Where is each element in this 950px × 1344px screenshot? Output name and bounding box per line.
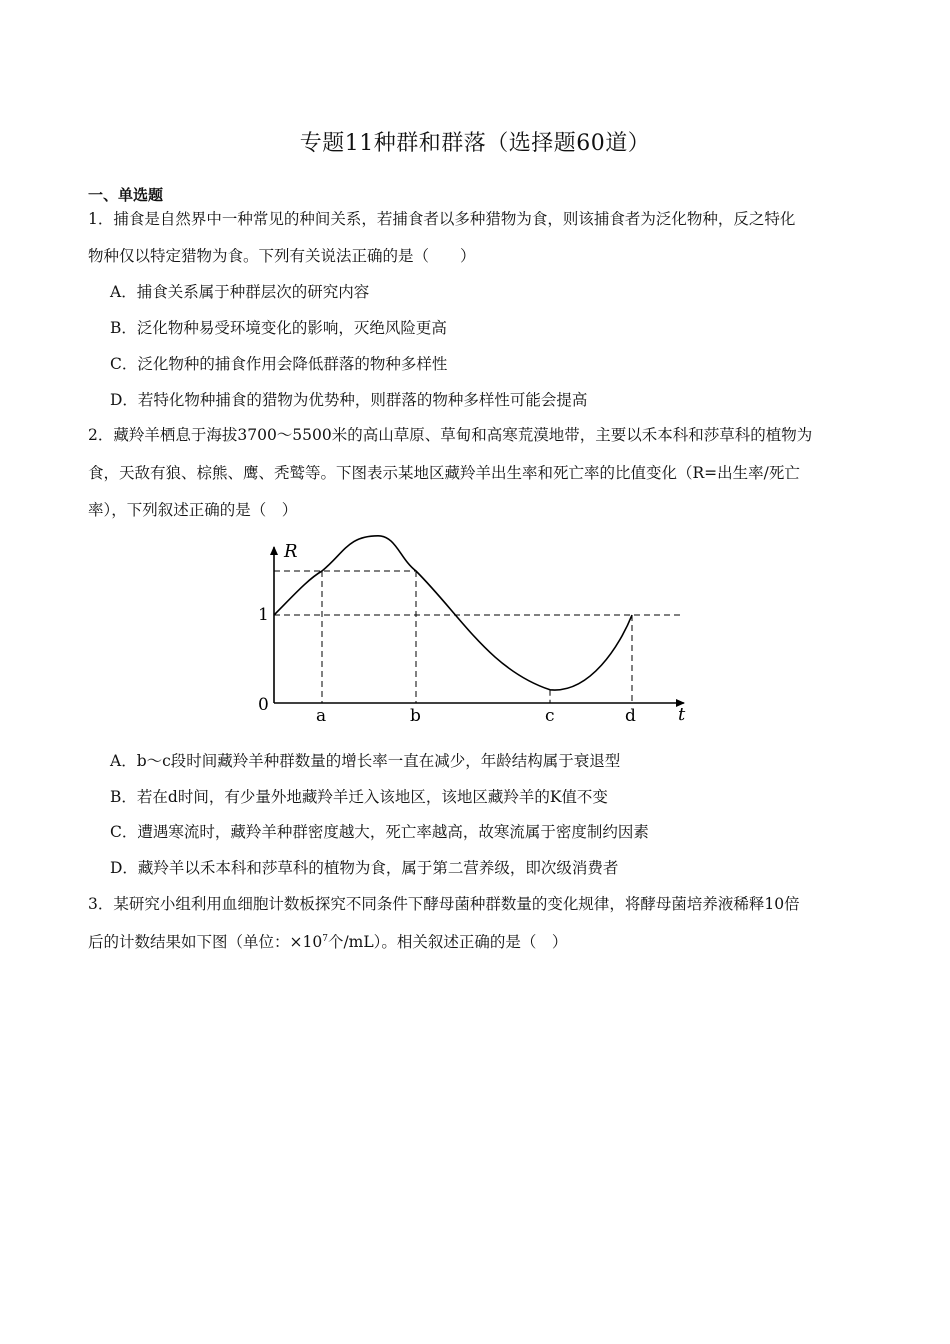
- x-tick-a: a: [316, 706, 327, 726]
- q1-option-a: A．捕食关系属于种群层次的研究内容: [110, 283, 370, 301]
- x-tick-b: b: [410, 706, 421, 726]
- x-tick-d: d: [625, 706, 636, 726]
- q2-stem-line3: 率），下列叙述正确的是（ ）: [88, 501, 298, 519]
- y-tick-0: 0: [258, 695, 269, 715]
- q1-stem-line1: 1．捕食是自然界中一种常见的种间关系，若捕食者以多种猎物为食，则该捕食者为泛化物种，反之特化: [88, 210, 796, 228]
- q1-option-d: D．若特化物种捕食的猎物为优势种，则群落的物种多样性可能会提高: [110, 391, 588, 409]
- q1-option-b: B．泛化物种易受环境变化的影响，灭绝风险更高: [110, 319, 447, 337]
- q3-exponent: 7: [322, 933, 328, 944]
- q2-stem-line2: 食，天敌有狼、棕熊、鹰、秃鹫等。下图表示某地区藏羚羊出生率和死亡率的比值变化（R=出生率/死亡: [88, 464, 800, 482]
- x-tick-c: c: [545, 706, 555, 726]
- q2-option-d: D．藏羚羊以禾本科和莎草科的植物为食，属于第二营养级，即次级消费者: [110, 859, 619, 877]
- q3-stem-line1: 3．某研究小组利用血细胞计数板探究不同条件下酵母菌种群数量的变化规律，将酵母菌培养液稀释10倍: [88, 895, 800, 913]
- q3-stem-line2: [88, 932, 567, 952]
- x-axis-label: t: [678, 704, 686, 725]
- page-title: 专题11种群和群落（选择题60道）: [299, 131, 651, 156]
- section-heading: 一、单选题: [88, 186, 164, 204]
- q2-option-b: B．若在d时间，有少量外地藏羚羊迁入该地区，该地区藏羚羊的K值不变: [110, 788, 608, 806]
- q2-option-c: C．遭遇寒流时，藏羚羊种群密度越大，死亡率越高，故寒流属于密度制约因素: [110, 823, 649, 841]
- r-curve: [274, 536, 632, 690]
- q3-stem-line2-pre: 后的计数结果如下图（单位：×10: [88, 933, 323, 951]
- q3-stem-line2-post: 个/mL）。相关叙述正确的是（ ）: [327, 933, 568, 951]
- y-axis-label: R: [284, 541, 298, 562]
- q1-stem-line2: 物种仅以特定猎物为食。下列有关说法正确的是（ ）: [88, 247, 476, 265]
- q1-option-c: C．泛化物种的捕食作用会降低群落的物种多样性: [110, 355, 448, 373]
- y-tick-1: 1: [258, 605, 269, 625]
- q2-stem-line1: 2．藏羚羊栖息于海拔3700～5500米的高山草原、草甸和高寒荒漠地带，主要以禾本科和莎草科的植物为: [88, 426, 813, 444]
- r-ratio-chart: [248, 535, 698, 730]
- q2-option-a: A．b～c段时间藏羚羊种群数量的增长率一直在减少，年龄结构属于衰退型: [110, 752, 621, 770]
